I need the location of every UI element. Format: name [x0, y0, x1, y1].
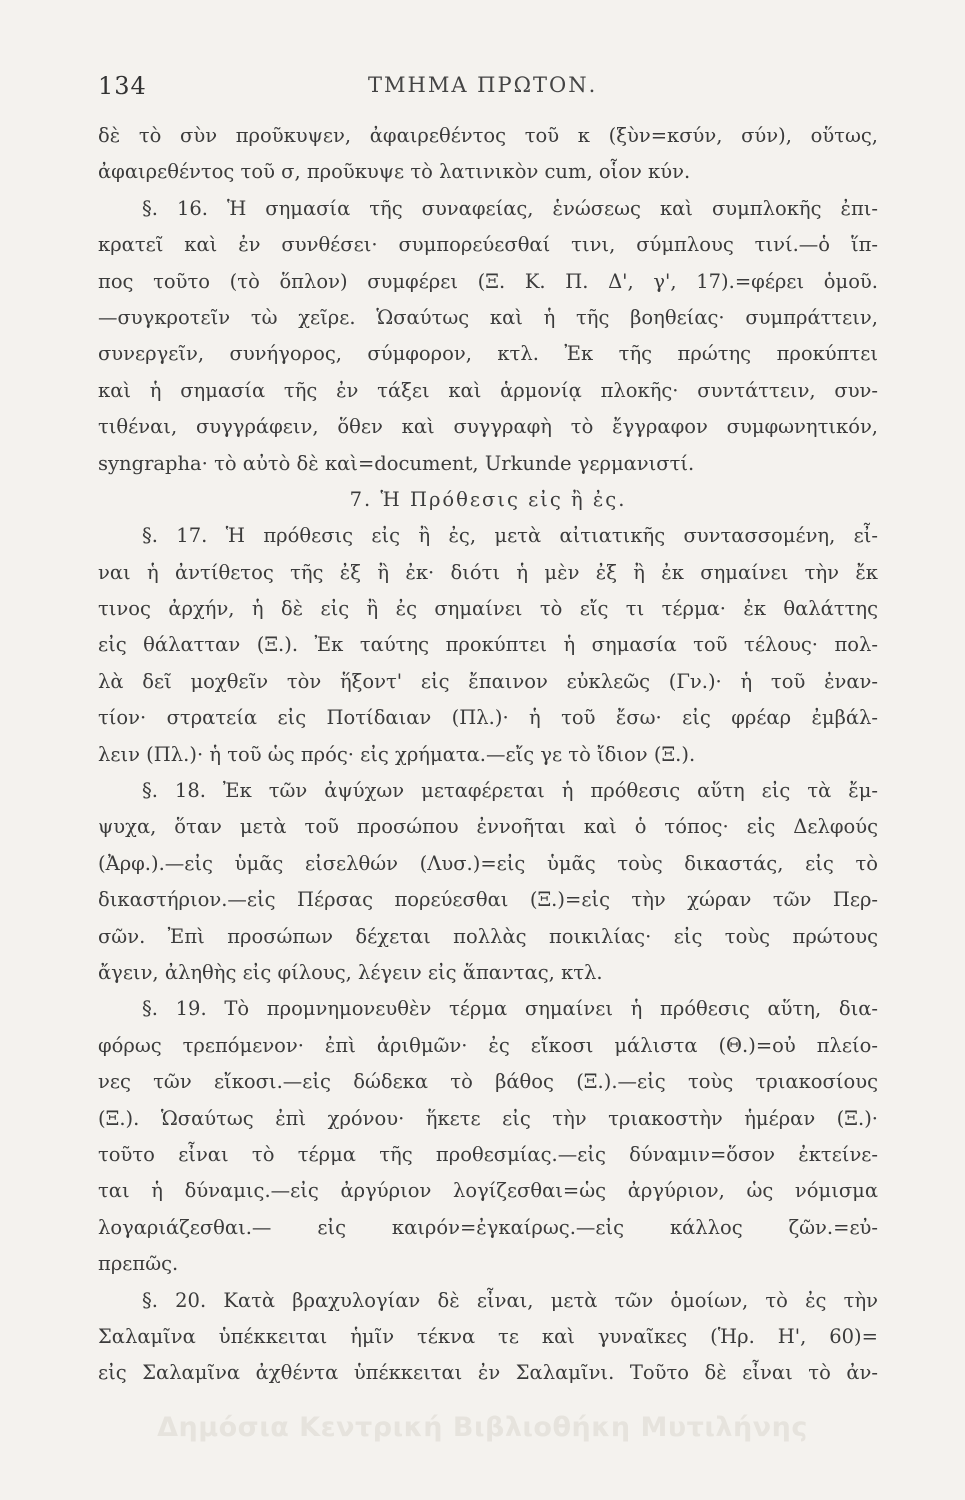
text-line: ψυχα, ὅταν μετὰ τοῦ προσώπου ἐννοῆται καὶ ὁ τόπος· εἰς Δελφούς: [98, 815, 878, 839]
text-line: §. 16. Ἡ σημασία τῆς συναφείας, ἑνώσεως καὶ συμπλοκῆς ἐπι-: [142, 196, 878, 220]
text-line: εἰς θάλατταν (Ξ.). Ἐκ ταύτης προκύπτει ἡ σημασία τοῦ τέλους· πολ-: [98, 633, 878, 657]
text-line: δικαστήριον.—εἰς Πέρσας πορεύεσθαι (Ξ.)=εἰς τὴν χώραν τῶν Περ-: [98, 888, 878, 912]
text-line: τοῦτο εἶναι τὸ τέρμα τῆς προθεσμίας.—εἰς δύναμιν=ὅσον ἐκτείνε-: [98, 1142, 878, 1166]
text-line: πρεπῶς.: [98, 1252, 179, 1276]
text-line: syngrapha· τὸ αὐτὸ δὲ καὶ=document, Urkunde γερμανιστί.: [98, 451, 695, 475]
text-line: §. 17. Ἡ πρόθεσις εἰς ἢ ἐς, μετὰ αἰτιατικῆς συντασσομένη, εἶ-: [142, 524, 878, 548]
text-line: (Ξ.). Ὡσαύτως ἐπὶ χρόνου· ἥκετε εἰς τὴν τριακοστὴν ἡμέραν (Ξ.)·: [98, 1106, 878, 1130]
text-line: ἀφαιρεθέντος τοῦ σ, προῦκυψε τὸ λατινικὸν cum, οἷον κύν.: [98, 160, 691, 184]
body-text: [98, 118, 878, 1392]
library-watermark: Δημόσια Κεντρική Βιβλιοθήκη Μυτιλήνης: [157, 1412, 808, 1443]
page-header: [98, 72, 898, 106]
text-line: συνεργεῖν, συνήγορος, σύμφορον, κτλ. Ἐκ τῆς πρώτης προκύπτει: [98, 342, 878, 366]
text-line: (Ἀρφ.).—εἰς ὑμᾶς εἰσελθών (Λυσ.)=εἰς ὑμᾶς τοὺς δικαστάς, εἰς τὸ: [98, 851, 878, 875]
text-line: καὶ ἡ σημασία τῆς ἐν τάξει καὶ ἁρμονίᾳ πλοκῆς· συντάττειν, συν-: [98, 378, 878, 402]
text-line: σῶν. Ἐπὶ προσώπων δέχεται πολλὰς ποικιλίας· εἰς τοὺς πρώτους: [98, 924, 878, 948]
text-line: λειν (Πλ.)· ἡ τοῦ ὡς πρός· εἰς χρήματα.—εἴς γε τὸ ἴδιον (Ξ.).: [98, 742, 696, 766]
text-line: λογαριάζεσθαι.— εἰς καιρόν=ἐγκαίρως.—εἰς κάλλος ζῶν.=εὐ-: [98, 1215, 878, 1239]
text-line: ἄγειν, ἀληθὴς εἰς φίλους, λέγειν εἰς ἅπαντας, κτλ.: [98, 960, 603, 984]
text-line: εἰς Σαλαμῖνα ἀχθέντα ὑπέκκειται ἐν Σαλαμῖνι. Τοῦτο δὲ εἶναι τὸ ἀν-: [98, 1361, 878, 1385]
text-line: §. 20. Κατὰ βραχυλογίαν δὲ εἶναι, μετὰ τῶν ὁμοίων, τὸ ἐς τὴν: [142, 1288, 878, 1312]
text-line: κρατεῖ καὶ ἐν συνθέσει· συμπορεύεσθαί τινι, σύμπλους τινί.—ὁ ἵπ-: [98, 233, 878, 257]
section-heading: 7. Ἡ Πρόθεσις εἰς ἢ ἐς.: [349, 487, 627, 511]
text-line: §. 18. Ἐκ τῶν ἀψύχων μεταφέρεται ἡ πρόθεσις αὕτη εἰς τὰ ἔμ-: [142, 779, 878, 803]
text-line: τιθέναι, συγγράφειν, ὅθεν καὶ συγγραφὴ τὸ ἔγγραφον συμφωνητικόν,: [98, 415, 878, 439]
text-line: λὰ δεῖ μοχθεῖν τὸν ἥξοντ' εἰς ἔπαινον εὐκλεῶς (Γν.)· ἡ τοῦ ἐναν-: [98, 669, 878, 693]
text-line: ναι ἡ ἀντίθετος τῆς ἐξ ἢ ἐκ· διότι ἡ μὲν ἐξ ἢ ἐκ σημαίνει τὴν ἔκ: [98, 560, 878, 584]
text-line: —συγκροτεῖν τὼ χεῖρε. Ὡσαύτως καὶ ἡ τῆς βοηθείας· συμπράττειν,: [98, 305, 878, 329]
text-line: δὲ τὸ σὺν προῦκυψεν, ἀφαιρεθέντος τοῦ κ (ξὺν=κσύν, σύν), οὕτως,: [98, 124, 878, 147]
text-line: τίον· στρατεία εἰς Ποτίδαιαν (Πλ.)· ἡ τοῦ ἔσω· εἰς φρέαρ ἐμβάλ-: [98, 706, 878, 730]
running-head: ΤΜΗΜΑ ΠΡΩΤΟΝ.: [368, 73, 598, 97]
text-line: πος τοῦτο (τὸ ὅπλον) συμφέρει (Ξ. Κ. Π. Δ', γ', 17).=φέρει ὁμοῦ.: [98, 269, 878, 293]
text-line: τινος ἀρχήν, ἡ δὲ εἰς ἢ ἐς σημαίνει τὸ εἴς τι τέρμα· ἐκ θαλάττης: [98, 597, 878, 621]
text-line: Σαλαμῖνα ὑπέκκειται ἡμῖν τέκνα τε καὶ γυναῖκες (Ἡρ. Η', 60)=: [98, 1324, 878, 1348]
text-line: νες τῶν εἴκοσι.—εἰς δώδεκα τὸ βάθος (Ξ.).—εἰς τοὺς τριακοσίους: [98, 1070, 878, 1094]
page-number: 134: [98, 72, 147, 100]
text-line: §. 19. Τὸ προμνημονευθὲν τέρμα σημαίνει ἡ πρόθεσις αὕτη, δια-: [142, 997, 878, 1021]
text-line: ται ἡ δύναμις.—εἰς ἀργύριον λογίζεσθαι=ὡς ἀργύριον, ὡς νόμισμα: [98, 1179, 878, 1203]
text-line: φόρως τρεπόμενον· ἐπὶ ἀριθμῶν· ἐς εἴκοσι μάλιστα (Θ.)=οὐ πλείο-: [98, 1033, 878, 1057]
